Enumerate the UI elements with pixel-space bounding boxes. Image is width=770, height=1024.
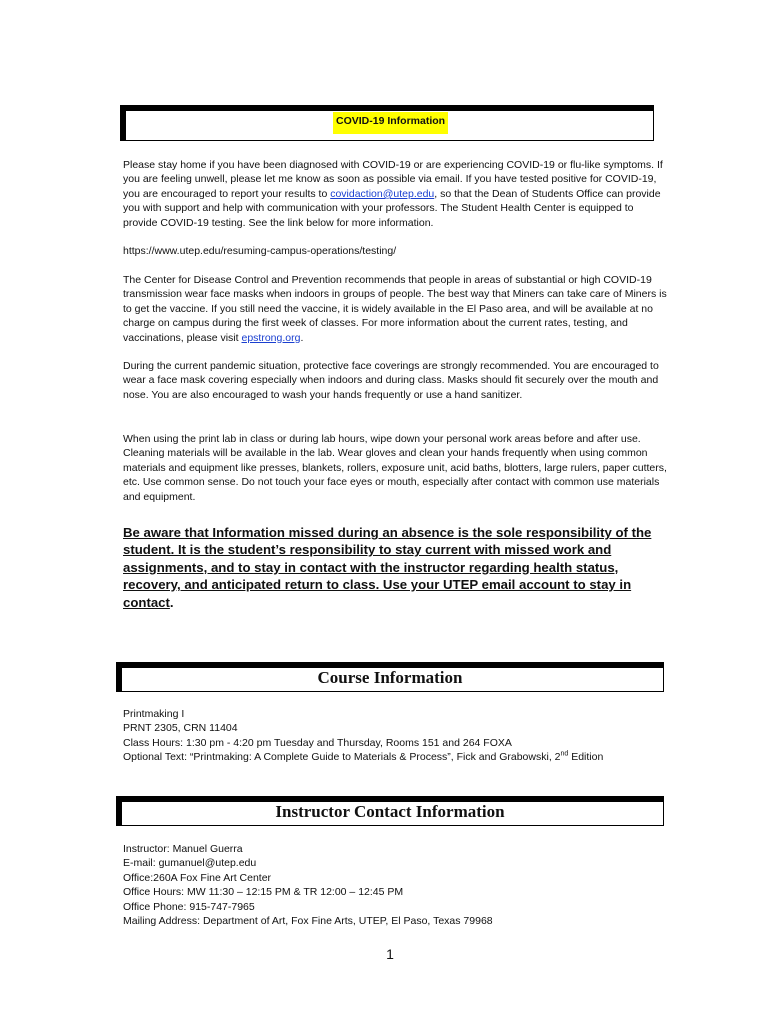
instructor-mailing-address: Mailing Address: Department of Art, Fox Fine Arts, UTEP, El Paso, Texas 79968: [123, 915, 493, 928]
course-name: Printmaking I: [123, 708, 185, 720]
instructor-office: Office:260A Fox Fine Art Center: [123, 871, 272, 884]
covid-p3-text-before: The Center for Disease Control and Prevention recommends that people in areas of substantial or high COVID-19 transmission wear face masks when indoors in groups of people. The best way that Miners can take care of Miners is to get the vaccine. If you still need the vaccine, it is widely available in the El Paso area, and will be available at no charge on campus during the first week of classes. For more information about the current rates, testing, and vaccinations, please visit: [123, 274, 667, 344]
covid-paragraph-print-lab: When using the print lab in class or during lab hours, wipe down your personal work areas before and after use. Cleaning materials will be available in the lab. Wear gloves and clean your hands frequently when using common materials and equipment like presses, blankets, rollers, exposure unit, acid baths, blotters, large rulers, paper cutters, etc. Use common sense. Do not touch your face eyes or mouth, especially after contact with common use materials and equipment.: [123, 433, 667, 503]
course-info-title: Course Information: [317, 668, 463, 687]
absence-warning-period: .: [169, 594, 174, 610]
covid-paragraph-cdc: [123, 273, 668, 345]
absence-warning-text: Be aware that Information missed during an absence is the sole responsibility of the student. It is the student’s responsibility to stay current with missed work and assignments, and to stay in contact with the instructor regarding health status, recovery, and anticipated return to class. Use your UTEP email account to stay in contact: [123, 525, 652, 610]
covidaction-email-link[interactable]: covidaction@utep.edu: [330, 187, 435, 200]
absence-warning: [123, 524, 663, 611]
covid-p3-text-after: .: [300, 331, 304, 344]
instructor-info-title: Instructor Contact Information: [275, 802, 505, 821]
covid-paragraph-reporting: [123, 158, 668, 230]
instructor-email: E-mail: gumanuel@utep.edu: [123, 857, 257, 870]
covid-p1-text-before: Please stay home if you have been diagnosed with COVID-19 or are experiencing COVID-19 or flu-like symptoms. If you are feeling unwell, please let me know as soon as possible via email. If you have tested positive for COVID-19, you are encouraged to report your results to: [123, 159, 663, 200]
course-code: PRNT 2305, CRN 11404: [123, 722, 238, 735]
covid-header-title: COVID-19 Information: [333, 112, 448, 134]
course-info-block: [123, 707, 683, 765]
testing-url: https://www.utep.edu/resuming-campus-operations/testing/: [123, 245, 397, 257]
course-text-after: Edition: [568, 751, 604, 764]
course-text-before: Optional Text: “Printmaking: A Complete Guide to Materials & Process”, Fick and Grabowski, 2: [123, 751, 561, 764]
covid-p1-text-after: , so that the Dean of Students Office can provide you with support and help with communication with your professors. The Student Health Center is equipped to provide COVID-19 testing. See the link below for more information.: [123, 187, 661, 229]
instructor-phone: Office Phone: 915-747-7965: [123, 900, 255, 913]
instructor-info-block: [123, 842, 683, 928]
course-text: [123, 750, 683, 764]
epstrong-link[interactable]: epstrong.org: [241, 331, 301, 344]
page-number: 1: [386, 946, 394, 962]
instructor-office-hours: Office Hours: MW 11:30 – 12:15 PM & TR 12:00 – 12:45 PM: [123, 886, 404, 899]
instructor-name: Instructor: Manuel Guerra: [123, 843, 243, 855]
course-hours: Class Hours: 1:30 pm - 4:20 pm Tuesday and Thursday, Rooms 151 and 264 FOXA: [123, 736, 512, 749]
covid-paragraph-masks: During the current pandemic situation, protective face coverings are strongly recommended. You are encouraged to wear a face mask covering especially when indoors and during class. Masks should fit securely over the mouth and nose. You are also encouraged to wash your hands frequently or use a hand sanitizer.: [123, 360, 659, 401]
course-text-sup: nd: [560, 750, 569, 758]
